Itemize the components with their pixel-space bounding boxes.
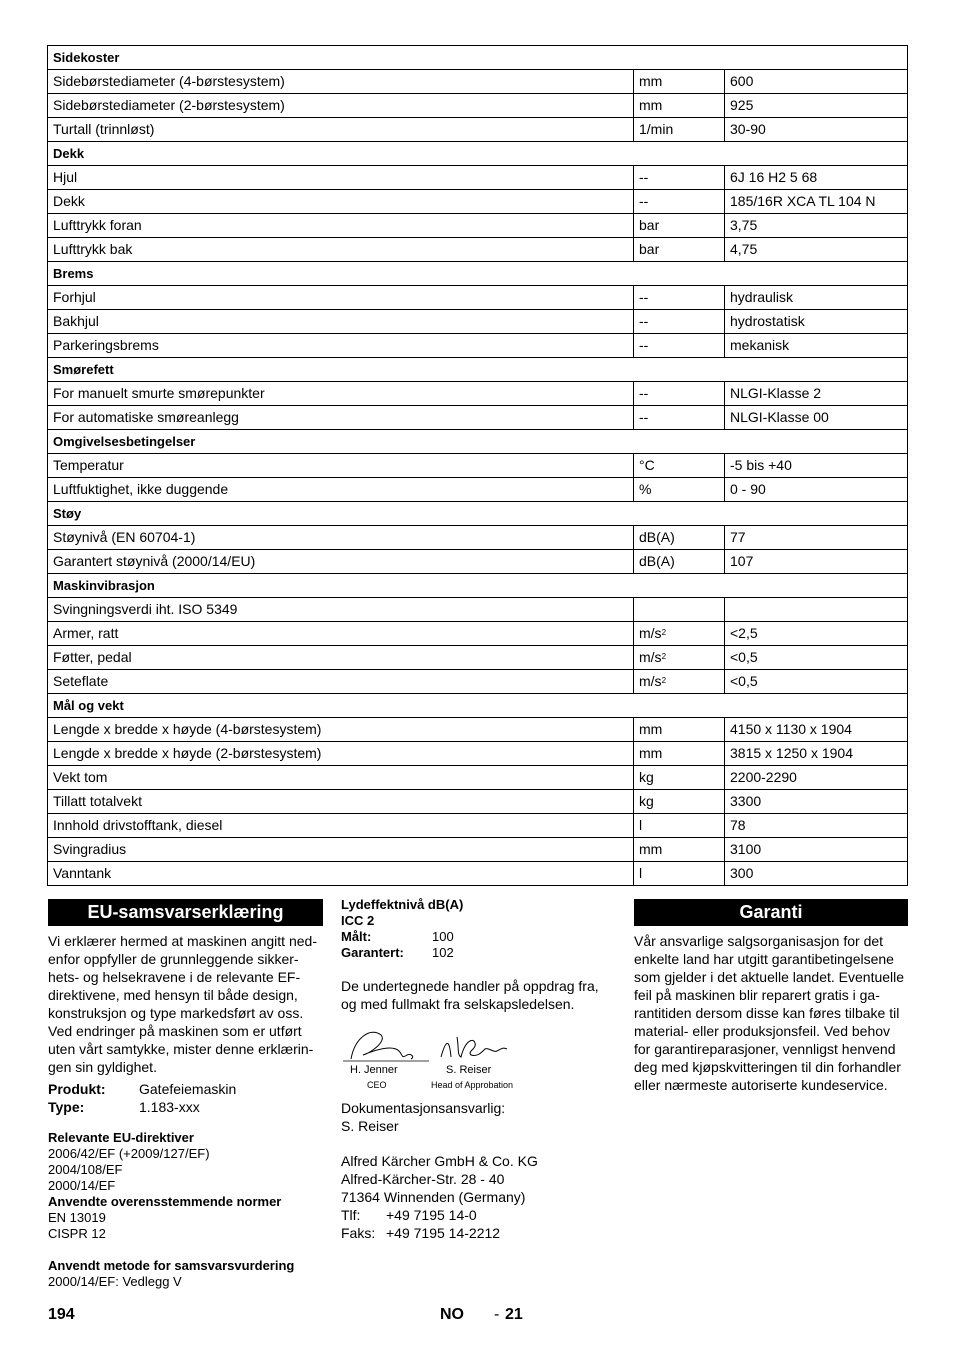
spec-value: NLGI-Klasse 2 <box>725 382 908 406</box>
spec-label: Bakhjul <box>48 310 634 334</box>
measured-label: Målt: <box>341 929 372 944</box>
company-address <box>341 1152 613 1242</box>
signatory-role: Head of Approbation <box>431 1080 514 1090</box>
table-row <box>48 382 908 406</box>
norm-item: EN 13019 <box>48 1210 106 1225</box>
intro-line: Vi erklærer hermed at maskinen angitt ned- <box>48 933 317 949</box>
directives-title: Relevante EU-direktiver <box>48 1130 194 1145</box>
mandate-line: og med fullmakt fra selskapsledelsen. <box>341 996 575 1012</box>
signatures <box>341 1027 613 1089</box>
spec-label: Føtter, pedal <box>48 646 634 670</box>
spec-unit-text: dB(A) <box>639 553 675 569</box>
language-code: NO <box>440 1306 464 1323</box>
spec-label: For manuelt smurte smørepunkter <box>48 382 634 406</box>
section-heading: Støy <box>48 502 908 526</box>
spec-unit <box>634 310 725 334</box>
spec-value: 300 <box>725 862 908 886</box>
section-heading-row <box>48 502 908 526</box>
norm-item: CISPR 12 <box>48 1226 106 1241</box>
spec-value: 77 <box>725 526 908 550</box>
section-heading-row <box>48 358 908 382</box>
spec-label: Støynivå (EN 60704-1) <box>48 526 634 550</box>
spec-unit <box>634 406 725 430</box>
warranty-line: deg med kjøpskvitteringen til din forhandler <box>634 1059 901 1075</box>
section-heading: Dekk <box>48 142 908 166</box>
spec-value: 3300 <box>725 790 908 814</box>
table-row <box>48 190 908 214</box>
spec-unit <box>634 646 725 670</box>
signatory-name: H. Jenner <box>350 1064 398 1076</box>
intro-line: gen sin gyldighet. <box>48 1059 157 1075</box>
spec-unit <box>634 334 725 358</box>
table-row <box>48 70 908 94</box>
directive-item: 2004/108/EF <box>48 1162 123 1177</box>
table-row <box>48 310 908 334</box>
footer-separator: - <box>494 1306 500 1323</box>
product-value: Gatefeiemaskin <box>139 1081 237 1097</box>
guaranteed-value: 102 <box>432 945 454 960</box>
spec-unit <box>634 382 725 406</box>
spec-label: Vanntank <box>48 862 634 886</box>
intro-line: hets- og helsekravene i de relevante EF- <box>48 969 301 985</box>
signatory-role: CEO <box>367 1080 387 1090</box>
phone-number: +49 7195 14-0 <box>386 1207 477 1223</box>
spec-value: 3815 x 1250 x 1904 <box>725 742 908 766</box>
intro-line: Ved endringer på maskinen som er utført <box>48 1023 302 1039</box>
spec-value: 3100 <box>725 838 908 862</box>
mandate-text <box>341 977 613 1013</box>
warranty-line: rantitiden dersom disse kan føres tilbake til <box>634 1005 900 1021</box>
warranty-line: enkelte land har utgitt garantibetingelsene <box>634 951 894 967</box>
spec-label: Lengde x bredde x høyde (4-børstesystem) <box>48 718 634 742</box>
spec-unit-text: -- <box>639 385 649 401</box>
spec-unit <box>634 190 725 214</box>
spec-label: Sidebørstediameter (4-børstesystem) <box>48 70 634 94</box>
table-row <box>48 406 908 430</box>
warranty-line: eller nærmeste autoriserte kundeservice. <box>634 1077 888 1093</box>
spec-unit <box>634 70 725 94</box>
table-row <box>48 814 908 838</box>
section-heading-row <box>48 46 908 70</box>
eu-declaration-section <box>48 899 323 1290</box>
spec-label: Svingningsverdi iht. ISO 5349 <box>48 598 634 622</box>
type-row <box>48 1098 323 1116</box>
spec-unit <box>634 838 725 862</box>
sound-and-signatures-section <box>341 897 613 1242</box>
sound-level-block <box>341 897 613 961</box>
spec-label: Turtall (trinnløst) <box>48 118 634 142</box>
spec-unit-text: kg <box>639 769 654 785</box>
table-row <box>48 94 908 118</box>
spec-value: 925 <box>725 94 908 118</box>
spec-unit-text: mm <box>639 73 663 89</box>
spec-value: 4150 x 1130 x 1904 <box>725 718 908 742</box>
fax-label: Faks: <box>341 1225 376 1241</box>
spec-unit <box>634 766 725 790</box>
table-row <box>48 454 908 478</box>
warranty-line: for garantireparasjoner, vennligst henvend <box>634 1041 896 1057</box>
spec-unit <box>634 622 725 646</box>
product-row <box>48 1080 323 1098</box>
measured-row <box>341 929 613 945</box>
spec-unit-superscript: 2 <box>661 676 667 685</box>
eu-declaration-intro <box>48 932 323 1076</box>
spec-unit-text: l <box>639 817 643 833</box>
spec-unit-text: -- <box>639 169 649 185</box>
spec-label: Innhold drivstofftank, diesel <box>48 814 634 838</box>
spec-value: 185/16R XCA TL 104 N <box>725 190 908 214</box>
spec-value: -5 bis +40 <box>725 454 908 478</box>
spec-unit-superscript: 2 <box>661 628 667 637</box>
table-row <box>48 862 908 886</box>
spec-label: Hjul <box>48 166 634 190</box>
spec-value: hydrostatisk <box>725 310 908 334</box>
company-street: Alfred-Kärcher-Str. 28 - 40 <box>341 1171 505 1187</box>
spec-label: Armer, ratt <box>48 622 634 646</box>
spec-value: <2,5 <box>725 622 908 646</box>
spec-label: Luftfuktighet, ikke duggende <box>48 478 634 502</box>
section-heading-row <box>48 694 908 718</box>
spec-label: Tillatt totalvekt <box>48 790 634 814</box>
spec-unit-text: kg <box>639 793 654 809</box>
spec-value <box>725 598 908 622</box>
fax-row <box>341 1224 613 1242</box>
section-heading: Smørefett <box>48 358 908 382</box>
table-row <box>48 550 908 574</box>
table-row <box>48 838 908 862</box>
spec-unit <box>634 238 725 262</box>
table-row <box>48 742 908 766</box>
spec-unit-text: bar <box>639 217 660 233</box>
documentation-label: Dokumentasjonsansvarlig: <box>341 1100 506 1116</box>
section-heading-row <box>48 142 908 166</box>
spec-value: 4,75 <box>725 238 908 262</box>
method-block <box>48 1258 323 1290</box>
intro-line: enfor oppfyller de grunnleggende sikker- <box>48 951 299 967</box>
norms-title: Anvendte overensstemmende normer <box>48 1194 282 1209</box>
spec-unit-text: -- <box>639 193 649 209</box>
spec-unit-text: l <box>639 865 643 881</box>
spec-unit-text: m/s <box>639 625 662 641</box>
spec-unit-text: mm <box>639 841 663 857</box>
warranty-title: Garanti <box>634 899 908 926</box>
spec-label: Svingradius <box>48 838 634 862</box>
spec-unit-text: dB(A) <box>639 529 675 545</box>
spec-label: Dekk <box>48 190 634 214</box>
spec-value: hydraulisk <box>725 286 908 310</box>
documentation-responsible <box>341 1099 613 1135</box>
spec-unit-text: mm <box>639 97 663 113</box>
sound-level-model: ICC 2 <box>341 913 375 928</box>
table-row <box>48 286 908 310</box>
spec-unit-text: bar <box>639 241 660 257</box>
intro-line: konstruksjon og type markedsført av oss. <box>48 1005 304 1021</box>
spec-label: Parkeringsbrems <box>48 334 634 358</box>
intro-line: uten vårt samtykke, mister denne erklærin- <box>48 1041 314 1057</box>
guaranteed-row <box>341 945 613 961</box>
method-value: 2000/14/EF: Vedlegg V <box>48 1274 182 1289</box>
spec-label: Garantert støynivå (2000/14/EU) <box>48 550 634 574</box>
table-row <box>48 622 908 646</box>
company-name: Alfred Kärcher GmbH & Co. KG <box>341 1153 538 1169</box>
spec-unit-text: m/s <box>639 673 662 689</box>
spec-unit <box>634 454 725 478</box>
specifications-table <box>47 45 908 886</box>
warranty-line: Vår ansvarlige salgsorganisasjon for det <box>634 933 884 949</box>
spec-unit <box>634 718 725 742</box>
phone-label: Tlf: <box>341 1207 361 1223</box>
section-heading: Mål og vekt <box>48 694 908 718</box>
spec-value: 6J 16 H2 5 68 <box>725 166 908 190</box>
warranty-line: som gjelder i det aktuelle landet. Eventuelle <box>634 969 905 985</box>
method-title: Anvendt metode for samsvarsvurdering <box>48 1258 295 1273</box>
phone-row <box>341 1206 613 1224</box>
spec-value: 600 <box>725 70 908 94</box>
table-row <box>48 718 908 742</box>
table-row <box>48 478 908 502</box>
specifications-table-body <box>48 46 908 886</box>
directives-block <box>48 1130 323 1242</box>
spec-unit <box>634 598 725 622</box>
spec-label: Temperatur <box>48 454 634 478</box>
product-info <box>48 1080 323 1116</box>
spec-label: Lufttrykk foran <box>48 214 634 238</box>
section-heading-row <box>48 574 908 598</box>
measured-value: 100 <box>432 929 454 944</box>
spec-unit <box>634 742 725 766</box>
table-row <box>48 790 908 814</box>
spec-label: For automatiske smøreanlegg <box>48 406 634 430</box>
spec-unit-text: % <box>639 481 652 497</box>
table-row <box>48 766 908 790</box>
directive-item: 2000/14/EF <box>48 1178 116 1193</box>
table-row <box>48 166 908 190</box>
table-row <box>48 118 908 142</box>
spec-label: Forhjul <box>48 286 634 310</box>
spec-unit <box>634 670 725 694</box>
section-heading: Brems <box>48 262 908 286</box>
table-row <box>48 598 908 622</box>
type-value: 1.183-xxx <box>139 1099 200 1115</box>
spec-unit <box>634 166 725 190</box>
spec-unit-text: -- <box>639 337 649 353</box>
warranty-line: material- eller produksjonsfeil. Ved behov <box>634 1023 891 1039</box>
spec-value: 78 <box>725 814 908 838</box>
documentation-name: S. Reiser <box>341 1118 399 1134</box>
section-heading: Omgivelsesbetingelser <box>48 430 908 454</box>
local-page-number: 21 <box>505 1306 523 1323</box>
spec-label: Seteflate <box>48 670 634 694</box>
table-row <box>48 214 908 238</box>
spec-unit-text: m/s <box>639 649 662 665</box>
spec-value: NLGI-Klasse 00 <box>725 406 908 430</box>
company-city: 71364 Winnenden (Germany) <box>341 1189 526 1205</box>
spec-value: 107 <box>725 550 908 574</box>
spec-unit <box>634 814 725 838</box>
spec-value: <0,5 <box>725 670 908 694</box>
spec-value: 30-90 <box>725 118 908 142</box>
spec-value: mekanisk <box>725 334 908 358</box>
table-row <box>48 334 908 358</box>
warranty-text <box>634 932 908 1094</box>
spec-value: 0 - 90 <box>725 478 908 502</box>
table-row <box>48 670 908 694</box>
directive-item: 2006/42/EF (+2009/127/EF) <box>48 1146 210 1161</box>
spec-unit-text: -- <box>639 409 649 425</box>
section-heading: Maskinvibrasjon <box>48 574 908 598</box>
table-row <box>48 646 908 670</box>
guaranteed-label: Garantert: <box>341 945 404 960</box>
spec-unit-text: °C <box>639 457 655 473</box>
spec-unit <box>634 862 725 886</box>
spec-label: Vekt tom <box>48 766 634 790</box>
spec-label: Lufttrykk bak <box>48 238 634 262</box>
intro-line: direktivene, med hensyn til både design, <box>48 987 298 1003</box>
spec-unit <box>634 286 725 310</box>
spec-unit-text: -- <box>639 313 649 329</box>
spec-unit <box>634 214 725 238</box>
section-heading: Sidekoster <box>48 46 908 70</box>
type-label: Type: <box>48 1099 85 1115</box>
spec-unit <box>634 94 725 118</box>
spec-unit-text: mm <box>639 721 663 737</box>
spec-unit <box>634 526 725 550</box>
spec-unit <box>634 790 725 814</box>
section-heading-row <box>48 262 908 286</box>
spec-value: 2200-2290 <box>725 766 908 790</box>
spec-unit-superscript: 2 <box>661 652 667 661</box>
table-row <box>48 238 908 262</box>
table-row <box>48 526 908 550</box>
page-number: 194 <box>48 1306 75 1323</box>
signatory-name: S. Reiser <box>446 1064 492 1076</box>
spec-unit <box>634 478 725 502</box>
spec-label: Lengde x bredde x høyde (2-børstesystem) <box>48 742 634 766</box>
spec-value: <0,5 <box>725 646 908 670</box>
section-heading-row <box>48 430 908 454</box>
mandate-line: De undertegnede handler på oppdrag fra, <box>341 978 599 994</box>
warranty-section <box>634 899 908 1094</box>
spec-unit-text: -- <box>639 289 649 305</box>
spec-unit-text: 1/min <box>639 121 674 137</box>
spec-unit <box>634 118 725 142</box>
spec-label: Sidebørstediameter (2-børstesystem) <box>48 94 634 118</box>
spec-unit-text: mm <box>639 745 663 761</box>
warranty-line: feil på maskinen blir reparert gratis i ga- <box>634 987 880 1003</box>
product-label: Produkt: <box>48 1081 106 1097</box>
spec-unit <box>634 550 725 574</box>
eu-declaration-title: EU-samsvarserklæring <box>48 899 323 926</box>
sound-level-title: Lydeffektnivå dB(A) <box>341 897 464 912</box>
fax-number: +49 7195 14-2212 <box>386 1225 501 1241</box>
spec-value: 3,75 <box>725 214 908 238</box>
